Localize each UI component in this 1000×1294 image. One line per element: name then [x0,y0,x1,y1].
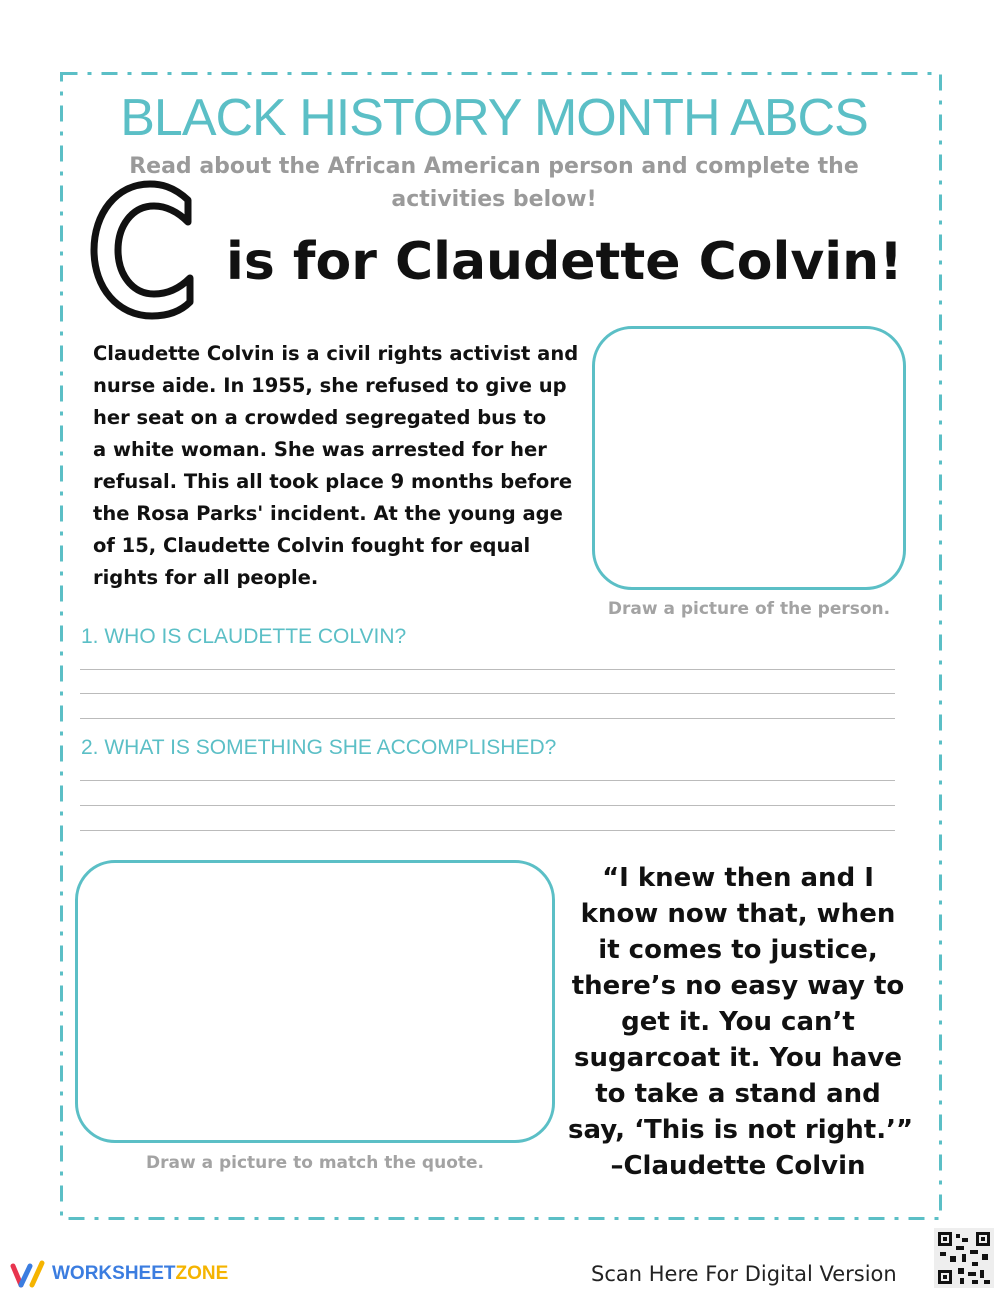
quote-drawing-box[interactable] [75,860,555,1143]
qr-code-icon[interactable] [934,1228,994,1288]
worksheet-zone-logo[interactable] [10,1260,228,1288]
answer-line[interactable] [80,718,895,719]
scan-label: Scan Here For Digital Version [591,1262,897,1286]
answer-line[interactable] [80,669,895,670]
headline: is for Claudette Colvin! [226,232,903,292]
answer-line[interactable] [80,805,895,806]
quote-attribution: –Claudette Colvin [610,1151,866,1181]
quote-line: to take a stand and [595,1079,881,1109]
person-drawing-box[interactable] [592,326,906,590]
paragraph-line: the Rosa Parks' incident. At the young age [93,502,563,525]
logo-icon [10,1260,46,1288]
paragraph-line: rights for all people. [93,566,319,589]
answer-line[interactable] [80,830,895,831]
answer-line[interactable] [80,693,895,694]
biography-paragraph [93,338,593,594]
quote-line: get it. You can’t [621,1007,855,1037]
quote [568,860,914,1184]
quote-line: say, ‘This is not right.’” [568,1115,914,1145]
question-1: 1. WHO IS CLAUDETTE COLVIN? [81,625,407,648]
paragraph-line: nurse aide. In 1955, she refused to give up [93,374,567,397]
instructions [100,150,888,216]
quote-line: know now that, when [580,899,896,929]
instructions-line: activities below! [391,187,597,212]
letter-c-outline [88,178,198,323]
quote-line: there’s no easy way to [571,971,905,1001]
brand-worksheet: WORKSHEET [52,1263,176,1284]
answer-line[interactable] [80,780,895,781]
paragraph-line: a white woman. She was arrested for her [93,438,547,461]
instructions-line: Read about the African American person and complete the [129,154,859,179]
quote-line: “I knew then and I [602,863,874,893]
quote-drawing-caption: Draw a picture to match the quote. [146,1153,484,1173]
brand-zone: ZONE [175,1263,229,1284]
quote-line: it comes to justice, [598,935,878,965]
paragraph-line: Claudette Colvin is a civil rights activist and [93,342,579,365]
quote-line: sugarcoat it. You have [573,1043,903,1073]
page-title: BLACK HISTORY MONTH ABCS [120,89,868,147]
person-drawing-caption: Draw a picture of the person. [607,599,891,619]
paragraph-line: her seat on a crowded segregated bus to [93,406,547,429]
question-2: 2. WHAT IS SOMETHING SHE ACCOMPLISHED? [81,736,557,759]
paragraph-line: of 15, Claudette Colvin fought for equal [93,534,531,557]
paragraph-line: refusal. This all took place 9 months before [93,470,573,493]
